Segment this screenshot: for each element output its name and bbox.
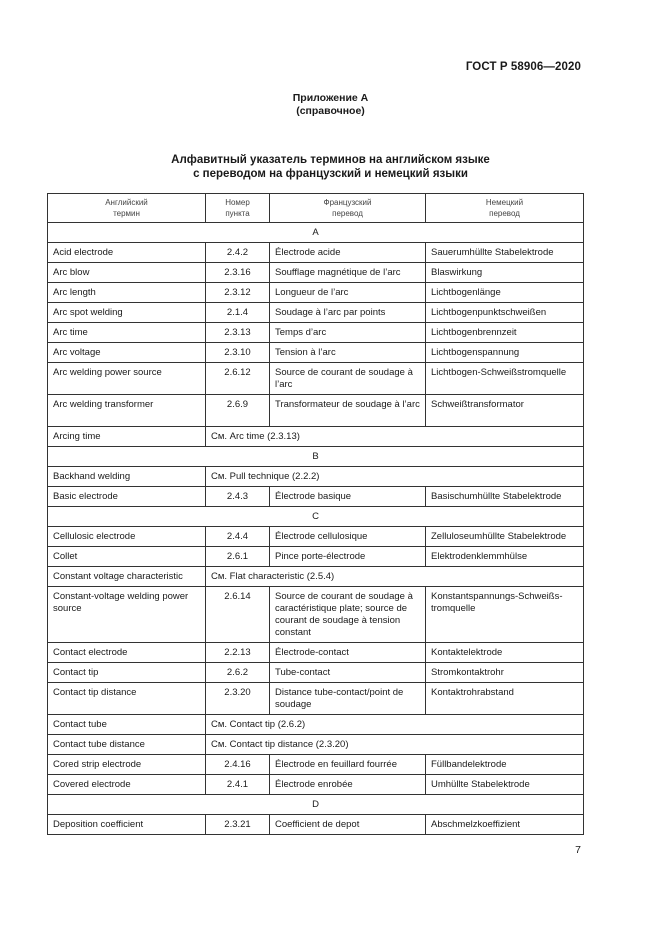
- english-term-cell: Constant voltage characteristic: [48, 567, 206, 587]
- german-translation-cell: Konstantspannungs-Schweißs-tromquelle: [426, 587, 584, 643]
- french-translation-cell: Électrode cellulosique: [270, 527, 426, 547]
- english-term-cell: Contact tip distance: [48, 683, 206, 715]
- item-number-cell: 2.4.4: [206, 527, 270, 547]
- english-term-cell: Arc blow: [48, 263, 206, 283]
- french-translation-cell: Transformateur de soudage à l’arc: [270, 395, 426, 427]
- german-translation-cell: Zelluloseumhüllte Stabelektrode: [426, 527, 584, 547]
- item-number-cell: 2.1.4: [206, 303, 270, 323]
- table-row: [48, 263, 584, 283]
- english-term-cell: Acid electrode: [48, 243, 206, 263]
- german-translation-cell: Basischumhüllte Stabelektrode: [426, 487, 584, 507]
- english-term-cell: Covered electrode: [48, 775, 206, 795]
- english-term-cell: Arc length: [48, 283, 206, 303]
- german-translation-cell: Lichtbogenspannung: [426, 343, 584, 363]
- english-term-cell: Arc spot welding: [48, 303, 206, 323]
- item-number-cell: 2.3.16: [206, 263, 270, 283]
- german-translation-cell: Kontaktelektrode: [426, 643, 584, 663]
- german-translation-cell: Umhüllte Stabelektrode: [426, 775, 584, 795]
- section-letter-row: [48, 507, 584, 527]
- english-term-cell: Cored strip electrode: [48, 755, 206, 775]
- table-header-row: [48, 194, 584, 223]
- table-row: [48, 735, 584, 755]
- german-translation-cell: Stromkontaktrohr: [426, 663, 584, 683]
- english-term-cell: Arc time: [48, 323, 206, 343]
- table-row: [48, 715, 584, 735]
- french-translation-cell: Électrode acide: [270, 243, 426, 263]
- column-header-item-number: Номер пункта: [206, 194, 270, 223]
- table-row: [48, 467, 584, 487]
- german-translation-cell: Blaswirkung: [426, 263, 584, 283]
- table-row: [48, 395, 584, 427]
- section-letter: C: [48, 507, 584, 527]
- english-term-cell: Contact tube distance: [48, 735, 206, 755]
- item-number-cell: 2.6.1: [206, 547, 270, 567]
- french-translation-cell: Électrode enrobée: [270, 775, 426, 795]
- table-row: [48, 527, 584, 547]
- page-number: 7: [575, 844, 581, 856]
- item-number-cell: 2.3.13: [206, 323, 270, 343]
- french-translation-cell: Pince porte-électrode: [270, 547, 426, 567]
- german-translation-cell: Sauerumhüllte Stabelektrode: [426, 243, 584, 263]
- cross-reference-cell: См. Flat characteristic (2.5.4): [206, 567, 584, 587]
- item-number-cell: 2.4.16: [206, 755, 270, 775]
- appendix-title: Приложение А: [292, 92, 369, 104]
- item-number-cell: 2.6.2: [206, 663, 270, 683]
- french-translation-cell: Longueur de l’arc: [270, 283, 426, 303]
- item-number-cell: 2.2.13: [206, 643, 270, 663]
- cross-reference-cell: См. Contact tip (2.6.2): [206, 715, 584, 735]
- french-translation-cell: Électrode-contact: [270, 643, 426, 663]
- french-translation-cell: Distance tube-contact/point de soudage: [270, 683, 426, 715]
- french-translation-cell: Électrode en feuillard fourrée: [270, 755, 426, 775]
- english-term-cell: Arc welding transformer: [48, 395, 206, 427]
- table-row: [48, 303, 584, 323]
- german-translation-cell: Lichtbogen-Schweißstromquelle: [426, 363, 584, 395]
- index-title-line-1: Алфавитный указатель терминов на английском языке: [171, 154, 490, 166]
- item-number-cell: 2.4.1: [206, 775, 270, 795]
- item-number-cell: 2.4.2: [206, 243, 270, 263]
- item-number-cell: 2.3.12: [206, 283, 270, 303]
- document-code: ГОСТ Р 58906—2020: [465, 61, 581, 73]
- item-number-cell: 2.6.14: [206, 587, 270, 643]
- table-row: [48, 547, 584, 567]
- german-translation-cell: Elektrodenklemmhülse: [426, 547, 584, 567]
- item-number-cell: 2.6.12: [206, 363, 270, 395]
- english-term-cell: Contact tube: [48, 715, 206, 735]
- appendix-note: (справочное): [296, 105, 365, 117]
- german-translation-cell: Lichtbogenpunktschweißen: [426, 303, 584, 323]
- german-translation-cell: Lichtbogenlänge: [426, 283, 584, 303]
- english-term-cell: Collet: [48, 547, 206, 567]
- english-term-cell: Cellulosic electrode: [48, 527, 206, 547]
- section-letter-row: [48, 795, 584, 815]
- index-title-line-2: с переводом на французский и немецкий языки: [193, 168, 468, 180]
- english-term-cell: Backhand welding: [48, 467, 206, 487]
- french-translation-cell: Soufflage magnétique de l’arc: [270, 263, 426, 283]
- english-term-cell: Constant-voltage welding power source: [48, 587, 206, 643]
- section-letter-row: [48, 447, 584, 467]
- english-term-cell: Deposition coefficient: [48, 815, 206, 835]
- section-letter: B: [48, 447, 584, 467]
- index-title: [0, 153, 661, 181]
- table-row: [48, 587, 584, 643]
- appendix-heading: [0, 92, 661, 118]
- table-row: [48, 283, 584, 303]
- french-translation-cell: Temps d’arc: [270, 323, 426, 343]
- column-header-french-translation: Французский перевод: [270, 194, 426, 223]
- cross-reference-cell: См. Arc time (2.3.13): [206, 427, 584, 447]
- english-term-cell: Contact electrode: [48, 643, 206, 663]
- french-translation-cell: Tension à l’arc: [270, 343, 426, 363]
- table-body: [48, 223, 584, 835]
- german-translation-cell: Füllbandelektrode: [426, 755, 584, 775]
- table-row: [48, 343, 584, 363]
- table-row: [48, 243, 584, 263]
- english-term-cell: Arc welding power source: [48, 363, 206, 395]
- english-term-cell: Arcing time: [48, 427, 206, 447]
- table-row: [48, 363, 584, 395]
- table-row: [48, 663, 584, 683]
- table-row: [48, 815, 584, 835]
- french-translation-cell: Source de courant de soudage à l’arc: [270, 363, 426, 395]
- table-row: [48, 643, 584, 663]
- item-number-cell: 2.4.3: [206, 487, 270, 507]
- table-row: [48, 567, 584, 587]
- column-header-german-translation: Немецкий перевод: [426, 194, 584, 223]
- item-number-cell: 2.3.21: [206, 815, 270, 835]
- terms-index-table: [47, 193, 584, 835]
- english-term-cell: Basic electrode: [48, 487, 206, 507]
- english-term-cell: Arc voltage: [48, 343, 206, 363]
- german-translation-cell: Schweißtransformator: [426, 395, 584, 427]
- german-translation-cell: Lichtbogenbrennzeit: [426, 323, 584, 343]
- cross-reference-cell: См. Pull technique (2.2.2): [206, 467, 584, 487]
- table-row: [48, 755, 584, 775]
- french-translation-cell: Coefficient de depot: [270, 815, 426, 835]
- german-translation-cell: Kontaktrohrabstand: [426, 683, 584, 715]
- item-number-cell: 2.3.10: [206, 343, 270, 363]
- cross-reference-cell: См. Contact tip distance (2.3.20): [206, 735, 584, 755]
- table-row: [48, 775, 584, 795]
- table-row: [48, 323, 584, 343]
- column-header-english-term: Английский термин: [48, 194, 206, 223]
- section-letter: D: [48, 795, 584, 815]
- item-number-cell: 2.3.20: [206, 683, 270, 715]
- french-translation-cell: Source de courant de soudage à caractéristique plate; source de courant de soudage à tension constant: [270, 587, 426, 643]
- french-translation-cell: Électrode basique: [270, 487, 426, 507]
- section-letter-row: [48, 223, 584, 243]
- french-translation-cell: Soudage à l’arc par points: [270, 303, 426, 323]
- german-translation-cell: Abschmelzkoeffizient: [426, 815, 584, 835]
- section-letter: A: [48, 223, 584, 243]
- table-row: [48, 427, 584, 447]
- table-row: [48, 487, 584, 507]
- item-number-cell: 2.6.9: [206, 395, 270, 427]
- table-row: [48, 683, 584, 715]
- english-term-cell: Contact tip: [48, 663, 206, 683]
- french-translation-cell: Tube-contact: [270, 663, 426, 683]
